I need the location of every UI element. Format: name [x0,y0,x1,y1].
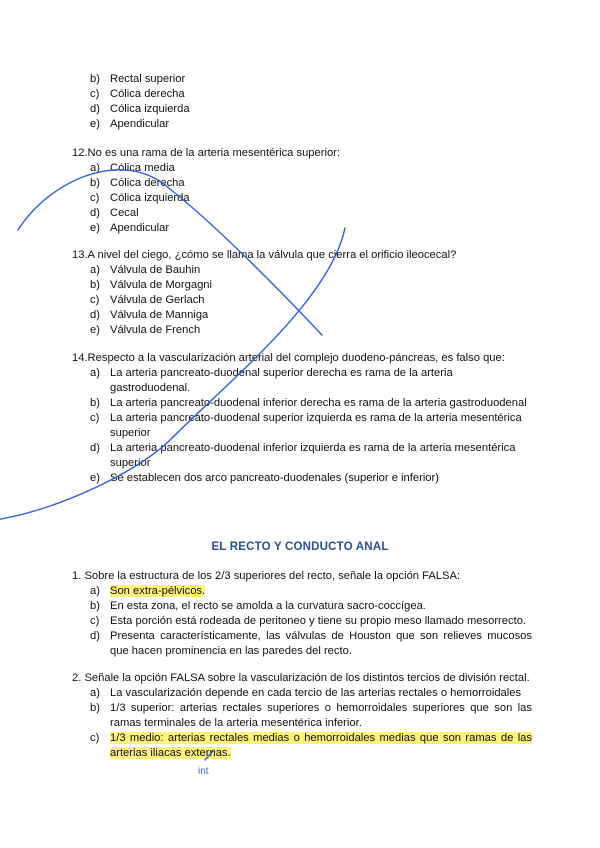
question-11 [72,72,532,132]
rectum-question-1 [72,569,532,659]
option-13-d: d) Válvula de Manniga [90,309,209,321]
question-14 [72,351,532,486]
option-11-b: b) Rectal superior [90,73,186,85]
question-13 [72,248,532,338]
question-13-text: 13.A nivel del ciego, ¿cómo se llama la válvula que cierra el orificio ileocecal? [72,249,457,261]
option-13-c: c) Válvula de Gerlach [90,294,205,306]
highlighted-answer: 1/3 medio: arterias rectales medias o hemorroidales medias que son ramas de las arterias iliacas externas. [110,732,532,759]
option-12-d: d) Cecal [90,207,139,219]
option-r2-c: c) 1/3 medio: arterias rectales medias o hemorroidales medias que son ramas de las arterias iliacas externas. [90,732,532,759]
option-12-c: c) Cólica izquierda [90,192,190,204]
option-r1-a: a) Son extra-pélvicos. [90,585,206,597]
option-14-e: e) Se establecen dos arco pancreato-duodenales (superior e inferior) [90,472,439,484]
option-13-a: a) Válvula de Bauhin [90,264,201,276]
option-13-b: b) Válvula de Morgagni [90,279,212,291]
option-r2-b: b) 1/3 superior: arterias rectales superiores o hemorroidales superiores que son las ramas terminales de la arteria mesentérica inferior. [90,702,532,729]
option-14-b: b) La arteria pancreato-duodenal inferior derecha es rama de la arteria gastroduodenal [90,397,527,409]
question-12-text: 12.No es una rama de la arteria mesentérica superior: [72,147,341,159]
option-11-c: c) Cólica derecha [90,88,185,100]
rectum-question-2-text: 2. Señale la opción FALSA sobre la vascularización de los distintos tercios de división rectal. [72,672,530,684]
section-title: EL RECTO Y CONDUCTO ANAL [211,541,389,553]
option-12-e: e) Apendicular [90,222,170,234]
option-14-d: d) La arteria pancreato-duodenal inferior izquierda es rama de la arteria mesentérica superior [90,442,516,469]
option-12-a: a) Cólica media [90,162,175,174]
option-r1-c: c) Esta porción está rodeada de peritoneo y tiene su propio meso llamado mesorrecto. [90,615,527,627]
option-r2-a: a) La vascularización depende en cada tercio de las arterias rectales o hemorroidales [90,687,522,699]
highlighted-answer: Son extra-pélvicos. [110,585,206,597]
handwritten-note: int [198,766,209,777]
option-13-e: e) Válvula de French [90,324,201,336]
option-r1-d: d) Presenta característicamente, las válvulas de Houston que son relieves mucosos que hacen prominencia en las paredes del recto. [90,630,532,657]
question-14-text: 14.Respecto a la vascularización arterial del complejo duodeno-páncreas, es falso que: [72,352,505,364]
option-11-d: d) Cólica izquierda [90,103,190,115]
option-r1-b: b) En esta zona, el recto se amolda a la curvatura sacro-coccígea. [90,600,426,612]
rectum-question-2 [72,671,532,761]
question-12 [72,146,532,236]
option-12-b: b) Cólica derecha [90,177,185,189]
option-14-c: c) La arteria pancreato-duodenal superior izquierda es rama de la arteria mesentérica superior [90,412,522,439]
rectum-question-1-text: 1. Sobre la estructura de los 2/3 superiores del recto, señale la opción FALSA: [72,570,461,582]
option-14-a: a) La arteria pancreato-duodenal superior derecha es rama de la arteria gastroduodenal. [90,367,453,394]
option-11-e: e) Apendicular [90,118,170,130]
